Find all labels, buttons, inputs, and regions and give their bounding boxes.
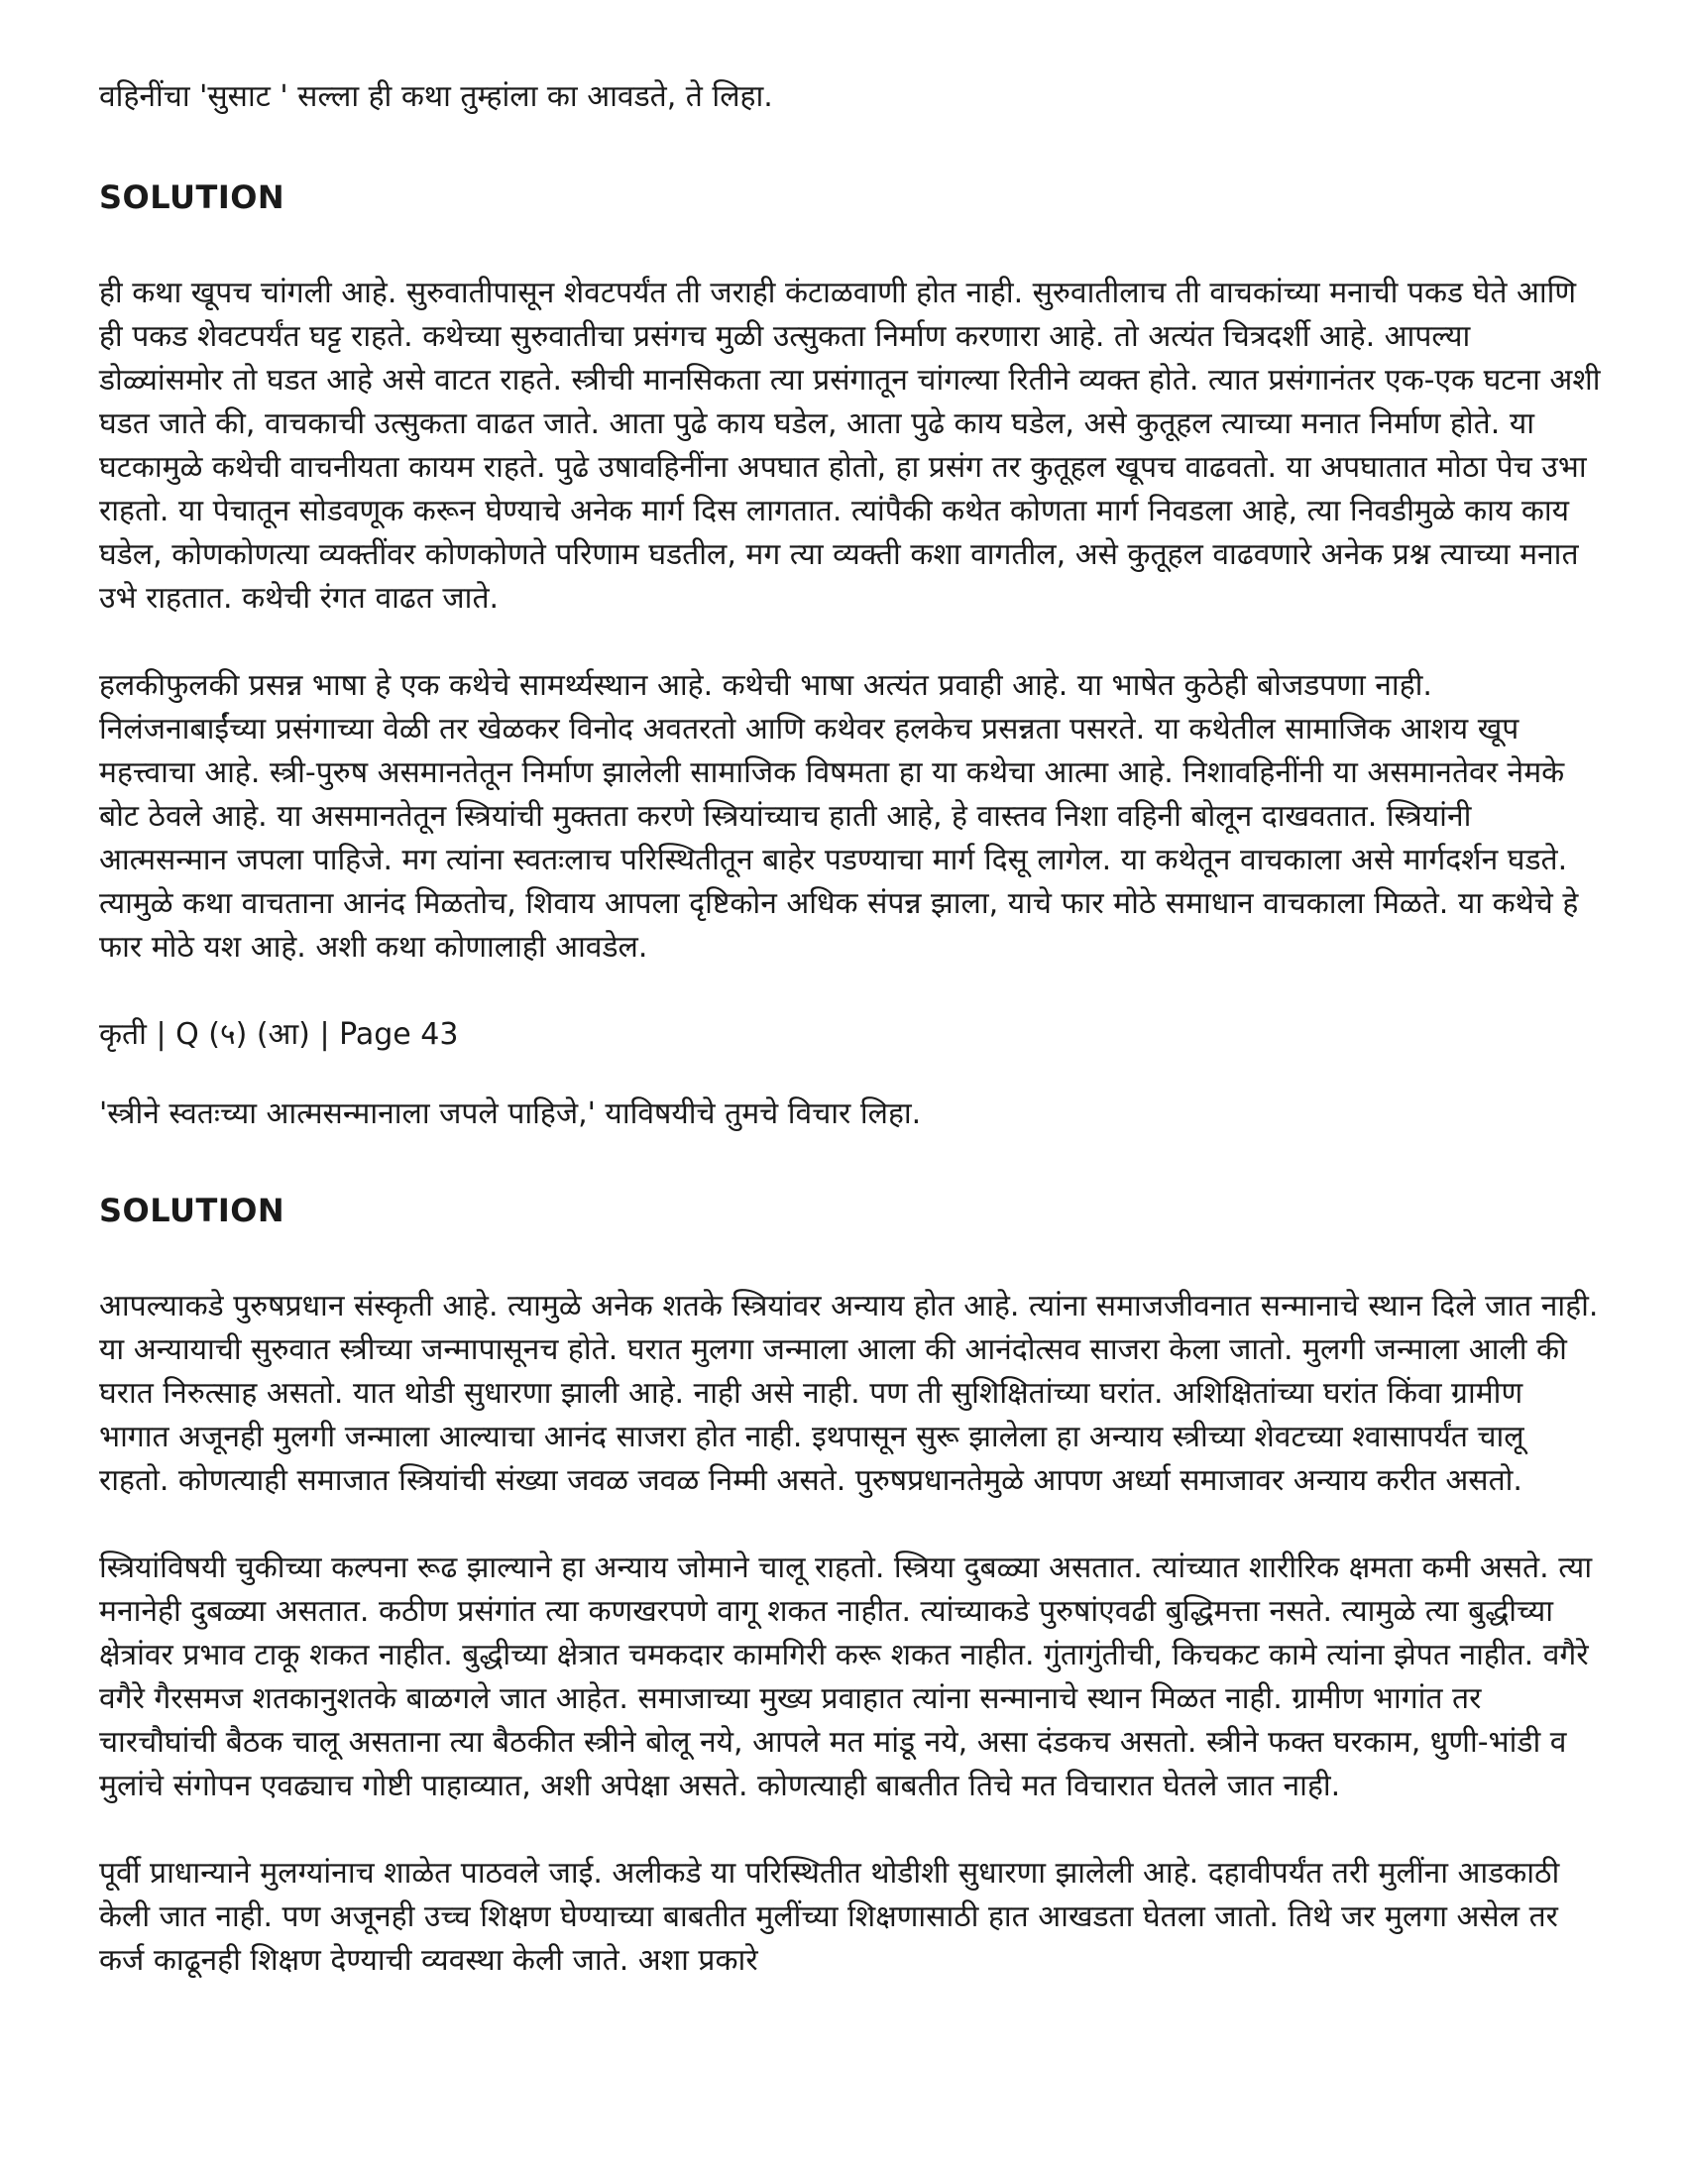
answer-1-paragraph-2: हलकीफुलकी प्रसन्न भाषा हे एक कथेचे सामर्थ्यस्थान आहे. कथेची भाषा अत्यंत प्रवाही आहे. या भाषेत कुठेही बोजडपणा नाही. निलंजनाबाईंच्या प्रसंगाच्या वेळी तर खेळकर विनोद अवतरतो आणि कथेवर हलकेच प्रसन्नता पसरते. या कथेतील सामाजिक आशय खूप महत्त्वाचा आहे. स्त्री-पुरुष असमानतेतून निर्माण झालेली सामाजिक विषमता हा या कथेचा आत्मा आहे. निशावहिनींनी या असमानतेवर नेमके बोट ठेवले आहे. या असमानतेतून स्त्रियांची मुक्तता करणे स्त्रियांच्याच हाती आहे, हे वास्तव निशा वहिनी बोलून दाखवतात. स्त्रियांनी आत्मसन्मान जपला पाहिजे. मग त्यांना स्वतःलाच परिस्थितीतून बाहेर पडण्याचा मार्ग दिसू लागेल. या कथेतून वाचकाला असे मार्गदर्शन घडते. त्यामुळे कथा वाचताना आनंद मिळतोच, शिवाय आपला दृष्टिकोन अधिक संपन्न झाला, याचे फार मोठे समाधान वाचकाला मिळते. या कथेचे हे फार मोठे यश आहे. अशी कथा कोणालाही आवडेल. (99, 668, 1579, 965)
question-2: 'स्त्रीने स्वतःच्या आत्मसन्मानाला जपले पाहिजे,' याविषयीचे तुमचे विचार लिहा. (99, 1096, 922, 1131)
question-1: वहिनींचा 'सुसाट ' सल्ला ही कथा तुम्हांला का आवडते, ते लिहा. (99, 79, 773, 114)
answer-2-paragraph-1: आपल्याकडे पुरुषप्रधान संस्कृती आहे. त्यामुळे अनेक शतके स्त्रियांवर अन्याय होत आहे. त्यांना समाजजीवनात सन्मानाचे स्थान दिले जात नाही. या अन्यायाची सुरुवात स्त्रीच्या जन्मापासूनच होते. घरात मुलगा जन्माला आला की आनंदोत्सव साजरा केला जातो. मुलगी जन्माला आली की घरात निरुत्साह असतो. यात थोडी सुधारणा झाली आहे. नाही असे नाही. पण ती सुशिक्षितांच्या घरांत. अशिक्षितांच्या घरांत किंवा ग्रामीण भागात अजूनही मुलगी जन्माला आल्याचा आनंद साजरा होत नाही. इथपासून सुरू झालेला हा अन्याय स्त्रीच्या शेवटच्या श्वासापर्यंत चालू राहतो. कोणत्याही समाजात स्त्रियांची संख्या जवळ जवळ निम्मी असते. पुरुषप्रधानतेमुळे आपण अर्ध्या समाजावर अन्याय करीत असतो. (99, 1289, 1599, 1498)
answer-2-paragraph-2: स्त्रियांविषयी चुकीच्या कल्पना रूढ झाल्याने हा अन्याय जोमाने चालू राहतो. स्त्रिया दुबळ्या असतात. त्यांच्यात शारीरिक क्षमता कमी असते. त्या मनानेही दुबळ्या असतात. कठीण प्रसंगांत त्या कणखरपणे वागू शकत नाहीत. त्यांच्याकडे पुरुषांएवढी बुद्धिमत्ता नसते. त्यामुळे त्या बुद्धीच्या क्षेत्रांवर प्रभाव टाकू शकत नाहीत. बुद्धीच्या क्षेत्रात चमकदार कामगिरी करू शकत नाहीत. गुंतागुंतीची, किचकट कामे त्यांना झेपत नाहीत. वगैरे वगैरे गैरसमज शतकानुशतके बाळगले जात आहेत. समाजाच्या मुख्य प्रवाहात त्यांना सन्मानाचे स्थान मिळत नाही. ग्रामीण भागांत तर चारचौघांची बैठक चालू असताना त्या बैठकीत स्त्रीने बोलू नये, आपले मत मांडू नये, असा दंडकच असतो. स्त्रीने फक्त घरकाम, धुणी-भांडी व मुलांचे संगोपन एवढ्याच गोष्टी पाहाव्यात, अशी अपेक्षा असते. कोणत्याही बाबतीत तिचे मत विचारात घेतले जात नाही. (99, 1551, 1593, 1803)
kruti-label: कृती (99, 1017, 147, 1052)
page-number: Page 43 (339, 1017, 459, 1052)
answer-2-paragraph-3: पूर्वी प्राधान्याने मुलग्यांनाच शाळेत पाठवले जाई. अलीकडे या परिस्थितीत थोडीशी सुधारणा झालेली आहे. दहावीपर्यंत तरी मुलींना आडकाठी केली जात नाही. पण अजूनही उच्च शिक्षण घेण्याच्या बाबतीत मुलींच्या शिक्षणासाठी हात आखडता घेतला जातो. तिथे जर मुलगा असेल तर कर्ज काढूनही शिक्षण देण्याची व्यवस्था केली जाते. अशा प्रकारे (99, 1856, 1560, 1978)
answer-1-paragraph-1: ही कथा खूपच चांगली आहे. सुरुवातीपासून शेवटपर्यंत ती जराही कंटाळवाणी होत नाही. सुरुवातीलाच ती वाचकांच्या मनाची पकड घेते आणि ही पकड शेवटपर्यंत घट्ट राहते. कथेच्या सुरुवातीचा प्रसंगच मुळी उत्सुकता निर्माण करणारा आहे. तो अत्यंत चित्रदर्शी आहे. आपल्या डोळ्यांसमोर तो घडत आहे असे वाटत राहते. स्त्रीची मानसिकता त्या प्रसंगातून चांगल्या रितीने व्यक्त होते. त्यात प्रसंगानंतर एक-एक घटना अशी घडत जाते की, वाचकाची उत्सुकता वाढत जाते. आता पुढे काय घडेल, आता पुढे काय घडेल, असे कुतूहल त्याच्या मनात निर्माण होते. या घटकामुळे कथेची वाचनीयता कायम राहते. पुढे उषावहिनींना अपघात होतो, हा प्रसंग तर कुतूहल खूपच वाढवतो. या अपघातात मोठा पेच उभा राहतो. या पेचातून सोडवणूक करून घेण्याचे अनेक मार्ग दिस लागतात. त्यांपैकी कथेत कोणता मार्ग निवडला आहे, त्या निवडीमुळे काय काय घडेल, कोणकोणत्या व्यक्तींवर कोणकोणते परिणाम घडतील, मग त्या व्यक्ती कशा वागतील, असे कुतूहल वाढवणारे अनेक प्रश्न त्याच्या मनात उभे राहतात. कथेची रंगत वाढत जाते. (99, 276, 1601, 616)
document-page (99, 75, 1601, 2026)
solution-heading-1: SOLUTION (99, 178, 285, 216)
question-meta (99, 1013, 1601, 1057)
meta-separator: | (319, 1017, 330, 1052)
question-reference: Q (५) (आ) (175, 1017, 310, 1052)
meta-separator: | (156, 1017, 167, 1052)
solution-heading-2: SOLUTION (99, 1192, 285, 1229)
